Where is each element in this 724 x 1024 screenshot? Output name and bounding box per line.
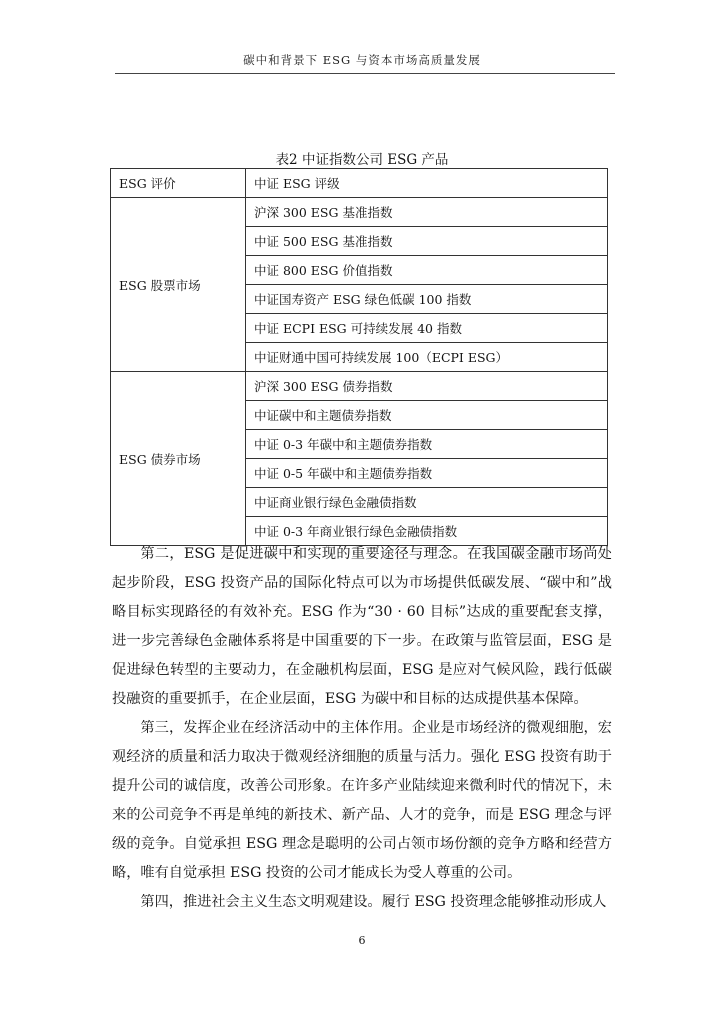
table-row — [111, 169, 608, 198]
product-cell: 中证碳中和主题债券指数 — [246, 401, 608, 430]
product-cell: 中证 800 ESG 价值指数 — [246, 256, 608, 285]
category-cell: ESG 股票市场 — [111, 198, 246, 372]
category-cell: ESG 债券市场 — [111, 372, 246, 546]
table-caption: 表2 中证指数公司 ESG 产品 — [275, 152, 449, 168]
body-text — [112, 540, 612, 917]
product-cell: 沪深 300 ESG 基准指数 — [246, 198, 608, 227]
category-cell: ESG 评价 — [111, 169, 246, 198]
paragraph: 第四，推进社会主义生态文明观建设。履行 ESG 投资理念能够推动形成人 — [140, 894, 607, 910]
table-row — [111, 372, 608, 401]
paragraph: 第三，发挥企业在经济活动中的主体作用。企业是市场经济的微观细胞，宏观经济的质量和活力取决于微观经济细胞的质量与活力。强化 ESG 投资有助于提升公司的诚信度，改善公司形象。在许多产业陆续迎来微利时代的情况下，未来的公司竞争不再是单纯的新技术、新产品、人才的竞争，而是 ESG 理念与评级的竞争。自觉承担 ESG 理念是聪明的公司占领市场份额的竞争方略和经营方略，唯有自觉承担 ESG 投资的公司才能成长为受人尊重的公司。 — [112, 720, 612, 881]
running-header: 碳中和背景下 ESG 与资本市场高质量发展 — [243, 53, 481, 67]
paragraph: 第二，ESG 是促进碳中和实现的重要途径与理念。在我国碳金融市场尚处起步阶段，ESG 投资产品的国际化特点可以为市场提供低碳发展、“碳中和”战略目标实现路径的有效补充。ESG 作为“30 · 60 目标”达成的重要配套支撑，进一步完善绿色金融体系将是中国重要的下一步。在政策与监管层面，ESG 是促进绿色转型的主要动力，在金融机构层面，ESG 是应对气候风险，践行低碳投融资的重要抓手，在企业层面，ESG 为碳中和目标的达成提供基本保障。 — [112, 546, 612, 707]
header-divider — [115, 73, 615, 74]
product-cell: 中证 0-5 年碳中和主题债券指数 — [246, 459, 608, 488]
product-cell: 沪深 300 ESG 债券指数 — [246, 372, 608, 401]
product-cell: 中证 0-3 年商业银行绿色金融债指数 — [246, 517, 608, 546]
product-cell: 中证国寿资产 ESG 绿色低碳 100 指数 — [246, 285, 608, 314]
esg-products-table — [110, 168, 608, 546]
product-cell: 中证财通中国可持续发展 100（ECPI ESG） — [246, 343, 608, 372]
product-cell: 中证 0-3 年碳中和主题债券指数 — [246, 430, 608, 459]
product-cell: 中证 ECPI ESG 可持续发展 40 指数 — [246, 314, 608, 343]
table-row — [111, 198, 608, 227]
product-cell: 中证 500 ESG 基准指数 — [246, 227, 608, 256]
product-cell: 中证 ESG 评级 — [246, 169, 608, 198]
page-number: 6 — [358, 934, 366, 947]
product-cell: 中证商业银行绿色金融债指数 — [246, 488, 608, 517]
